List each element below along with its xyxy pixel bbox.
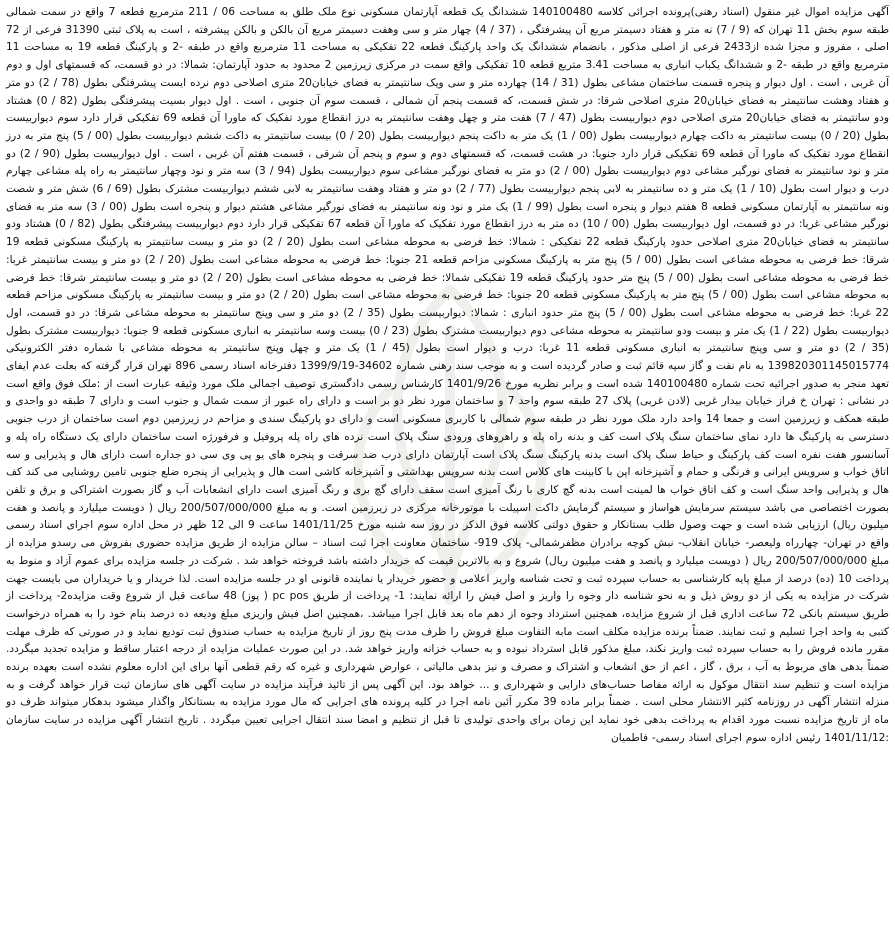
auction-notice [6, 4, 889, 748]
notice-body: آگهی مزایده اموال غیر منقول (اسناد رهنی)پرونده اجرائی کلاسه 140100480 ششدانگ یک قطعه آپارتمان مسکونی نوع ملک طلق به مساحت 06 / 211 مترمربع قطعه 7 واقع در سمت شمالی طبقه سوم بخش 11 تهران که (9 / 7) نه متر و هفتاد دسیمتر مربع آن پیشرفتگی ، (37 / 4) چهار متر و سی وهفت دسیمتر مربع آن بالکن و بالکن پیشرفته ، است به پلاک ثبتی 31390 فرعی از 72 اصلی ، مفروز و مجزا شده از2433 فرعی از اصلی مذکور ، بانضمام ششدانگ یک واحد پارکینگ قطعه 22 تفکیکی به مساحت 11 مترمربع واقع در طبقه -2 و پارکینگ قطعه 19 به مساحت 11 مترمربع واقع در طبقه -2 و ششدانگ یکباب انباری به مساحت 3.41 متربع قطعه 10 تفکیکی واقع سمت در مرکزی زیرزمین 2 محدود به حدود آپارتمان: شمالا: در دو قسمت، که قسمتهای اول و دوم آن غربی ، است . اول دیوار و پنجره قسمت ساختمان مشاعی بطول (31 / 14) چهارده متر و سی ویک سانتیمتر به فضای خیابان20 متری اصلاحی دوم نرده ایست پیشرفتگی بطول (78 / 2) دو متر و هفتاد وهشت سانتیمتر به فضای خیابان20 متری اصلاحی شرقا: در شش قسمت، که قسمت پنجم آن شمالی ، قسمت سوم آن جنوبی ، است . اول دیوار بسیت پیشرفتگی بطول (82 / 0) هشتاد ودو سانتیمتر به فضای خیابان20 متری اصلاحی دوم دیواربیست بطول (47 / 7) هفت متر و چهل وهفت سانتیمتر به درز انقطاع مورد تفکیک که ماورا آن قطعه 69 تفکیکی قرار دارد سوم دیواربیست بطول (20 / 0) بیست سانتیمتر به داکت چهارم دیواربیست بطول (00 / 1) یک متر به داکت پنجم دیواربیست بطول (20 / 0) بیست سانتیمتر به داکت ششم دیواربیست بطول (00 / 5) پنج متر به درز انقطاع مورد تفکیک که ماورا آن قطعه 69 تفکیکی قرار دارد جنوبا: در هشت قسمت، که قسمتهای دوم و سوم و پنجم آن شرقی ، قسمت هفتم آن غربی ، است . اول دیواربیست بطول (90 / 2) دو متر و نود سانتیمتر به فضای نورگیر مشاعی دوم دیواربیست بطول (00 / 2) دو متر به فضای نورگیر مشاعی سوم دیواربیست بطول (94 / 3) سه متر و نود وچهار سانتیمتر به راه پله مشاعی چهارم درب و دیوار است بطول (10 / 1) یک متر و ده سانتیمتر به لابی پنجم دیواربیست بطول (77 / 2) دو متر و هفتاد وهفت سانتیمتر به لابی ششم دیواربیست مشترک بطول (69 / 6) شش متر و شصت ونه سانتیمتر به آپارتمان مسکونی قطعه 8 هفتم دیوار و پنجره است بطول (99 / 1) یک متر و نود ونه سانتیمتر به فضای نورگیر مشاعی هشتم دیوار و پنجره است بطول (00 / 3) سه متر به فضای نورگیر مشاعی غربا: در دو قسمت، اول دیواربیست بطول (00 / 10) ده متر به درز انقطاع مورد تفکیک که ماورا آن قطعه 67 تفکیکی قرار دارد دوم دیواربیست پیشرفتگی بطول (82 / 0) هشتاد ودو سانتیمتر به فضای خیابان20 متری اصلاحی حدود پارکینگ قطعه 22 تفکیکی : شمالا: خط فرضی به محوطه مشاعی است بطول (20 / 2) دو متر و بیست سانتیمتر به پارکینگ مسکونی قطعه 19 شرقا: خط فرضی به محوطه مشاعی است بطول (00 / 5) پنج متر به پارکینگ مسکونی مزاحم قطعه 21 جنوبا: خط فرضی به محوطه مشاعی است بطول (20 / 2) دو متر و بیست سانتیمتر غربا: خط فرضی به محوطه مشاعی است بطول (00 / 5) پنج متر حدود پارکینگ قطعه 19 تفکیکی شمالا: خط فرضی به محوطه مشاعی است بطول (20 / 2) دو متر و بیست سانتیمتر شرقا: خط فرضی به محوطه مشاعی است بطول (00 / 5) پنج متر به پارکینگ مسکونی قطعه 20 جنوبا: خط فرضی به محوطه مشاعی است بطول (20 / 2) دو متر و بیست سانتیمتر به پارکینگ مسکونی مزاحم قطعه 22 غربا: خط فرضی به محوطه مشاعی است بطول (00 / 5) پنج متر حدود انباری : شمالا: دیواربیست بطول (35 / 2) دو متر و سی وپنج سانتیمتر به محوطه مشاعی شرقا: در دو قسمت، اول دیواربیست بطول (22 / 1) یک متر و بیست ودو سانتیمتر به محوطه مشاعی دوم دیواربیست مشترک بطول (23 / 0) بیست وسه سانتیمتر به انباری مسکونی قطعه 9 جنوبا: دیواربیست مشترک بطول (35 / 2) دو متر و سی وپنج سانتیمتر به انباری مسکونی قطعه 11 غربا: درب و دیوار است بطول (45 / 1) یک متر و چهل وپنج سانتیمتر به محوطه مشاعی با شماره دفتر الکترونیکی 139820301145015774 به نام نفت و گاز سپه قائم ثبت و صادر گردیده است و به موجب سند رهنی شماره 34602-1399/9/19 دفترخانه اسناد رسمی 896 تهران قرار گرفته که بعلت عدم ایفای تعهد منجر به صدور اجرائیه تحت شماره 140100480 شده است و برابر نظریه مورخ 1401/9/26 کارشناس رسمی دادگستری توصیف اجمالی ملک مورد وثیقه عبارت است از :ملک فوق واقع است در نشانی : تهران خ فراز خیابان بیدار غربی (لادن غربی) پلاک 27 طبقه سوم واحد 7 و ساختمان مورد نظر دو بر است و دارای راه عبور از سمت شمال و جنوب است و دارای 7 طبقه دو واحدی و طبقه همکف و زیرزمین است و جمعا 14 واحد دارد ملک مورد نظر در طبقه سوم شمالی با کاربری مسکونی است و دارای دو پارکینگ سندی و مزاحم در زیرزمین دوم است ساختمان از درب جنوبی دسترسی به پارکینگ ها دارد نمای ساختمان سنگ پلاک است کف و بدنه راه پله و راهروهای ورودی سنگ پلاک است نرده های راه پله پروفیل و فرفورژه است ساختمان دارای یک دستگاه راه پله و آسانسور هفت نفره است کف پارکینگ و حیاط سنگ پلاک است بدنه پارکینگ سنگ پلاک است آپارتمان دارای درب ضد سرقت و پنجره های یو پی وی سی دو جداره است دارای هال و پذیرایی و سه اتاق خواب و سرویس ایرانی و فرنگی و حمام و آشپزخانه اپن با کابینت های کلاس است بدنه سرویس بهداشتی و آشپزخانه کاشی است هال و پذیرایی از پنجره ضلع جنوبی تامین روشنایی می کند کف هال و پذیرایی واحد سنگ است و کف اتاق خواب ها لمینت است بدنه گچ کاری با رنگ آمیزی است سقف دارای گچ بری و رنگ آمیزی است دارای انشعابات آب و گاز بصورت اشتراکی و برق و تلفن بصورت اختصاصی می باشد سیستم سرمایش هواساز و سیستم گرمایش داکت اسپیلت با موتورخانه مرکزی در زیرزمین است. و به مبلغ 200/507/000/000 ریال ( دویست میلیارد و پانصد و هفت میلیون ریال) ارزیابی شده است و جهت وصول طلب بستانکار و حقوق دولتی کلاسه فوق الذکر در روز سه شنبه مورخ 1401/11/25 ساعت 9 الی 12 ظهر در محل اداره سوم اجرای اسناد رسمی واقع در تهران- چهارراه ولیعصر- خیابان انقلاب- نبش کوچه برادران مظفرشمالی- پلاک 919- ساختمان معاونت اجرا ثبت اسناد – سالن مزایده از طریق مزایده حضوری بفروش می رسدو مزایده از مبلغ 200/507/000/000 ریال ( دویست میلیارد و پانصد و هفت میلیون ریال) شروع و به بالاترین قیمت که خریدار داشته باشد فروخته خواهد شد . شرکت در جلسه مزایده برای عموم آزاد و منوط به پرداخت 10 (ده) درصد از مبلغ پایه کارشناسی به حساب سپرده ثبت و تحت شناسه واریز اعلامی و حضور خریدار یا نماینده قانونی او در جلسه مزایده است. لذا خریدار و یا خریداران می بایست جهت شرکت در مزایده به یکی از دو روش ذیل و به نحو شناسه دار وجوه را واریز و اصل فیش را ارائه نمایند: 1- پرداخت از طریق pc pos ( پوز) 48 ساعت قبل از شروع وقت مزایده2- پرداخت از طریق سیستم بانکی 72 ساعت اداری قبل از شروع مزایده، همچنین استرداد وجوه از دهم ماه بعد قابل اجرا میباشد. ،همچنین اصل فیش واریزی مبلغ ودیعه ده درصد بنام خود را به همراه درخواست کتبی به واحد اجرا تسلیم و ثبت نمایند. ضمناً برنده مزایده مکلف است مابه التفاوت مبلغ فروش را ظرف مدت پنج روز از تاریخ مزایده به حساب صندوق ثبت تودیع نماید و در صورتی که ظرف مهلت مقرر مانده فروش را به حساب سپرده ثبت واریز نکند، مبلغ مذکور قابل استرداد نبوده و به حساب خزانه واریز خواهد شد. در این صورت عملیات مزایده از درجه اعتبار ساقط و مزایده تجدید میگردد. ضمناً بدهی های مربوط به آب ، برق ، گاز ، اعم از حق انشعاب و اشتراک و مصرف و نیز بدهی مالیاتی ، عوارض شهرداری و غیره که رقم قطعی آنها برای این اداره معلوم نشده است بعهده برنده مزایده است و تنظیم سند انتقال موکول به ارائه مفاصا حساب‌های دارایی و شهرداری و ... خواهد بود. این آگهی پس از تائید فرآیند مزایده در سایت آگهی های سازمان ثبت قرار خواهد گرفت و به منزله انتشار آگهی در روزنامه کثیر الانتشار محلی است . ضمناً برابر ماده 39 مکرر آئین نامه اجرا در کلیه پرونده های اجرایی که مال مورد مزایده به بستانکار واگذار میشود بدهکار میتواند ظرف دو ماه از تاریخ مزایده نسبت مورد اقدام به پرداخت بدهی خود نماید این زمان برای واحدی تولیدی تا قبل از تنظیم و امضا سند انتقال اجرایی تعیین میگردد . تاریخ انتشار آگهی مزایده در سایت سازمان :1401/11/12 رئیس اداره سوم اجرای اسناد رسمی- فاطمیان [6, 6, 890, 744]
